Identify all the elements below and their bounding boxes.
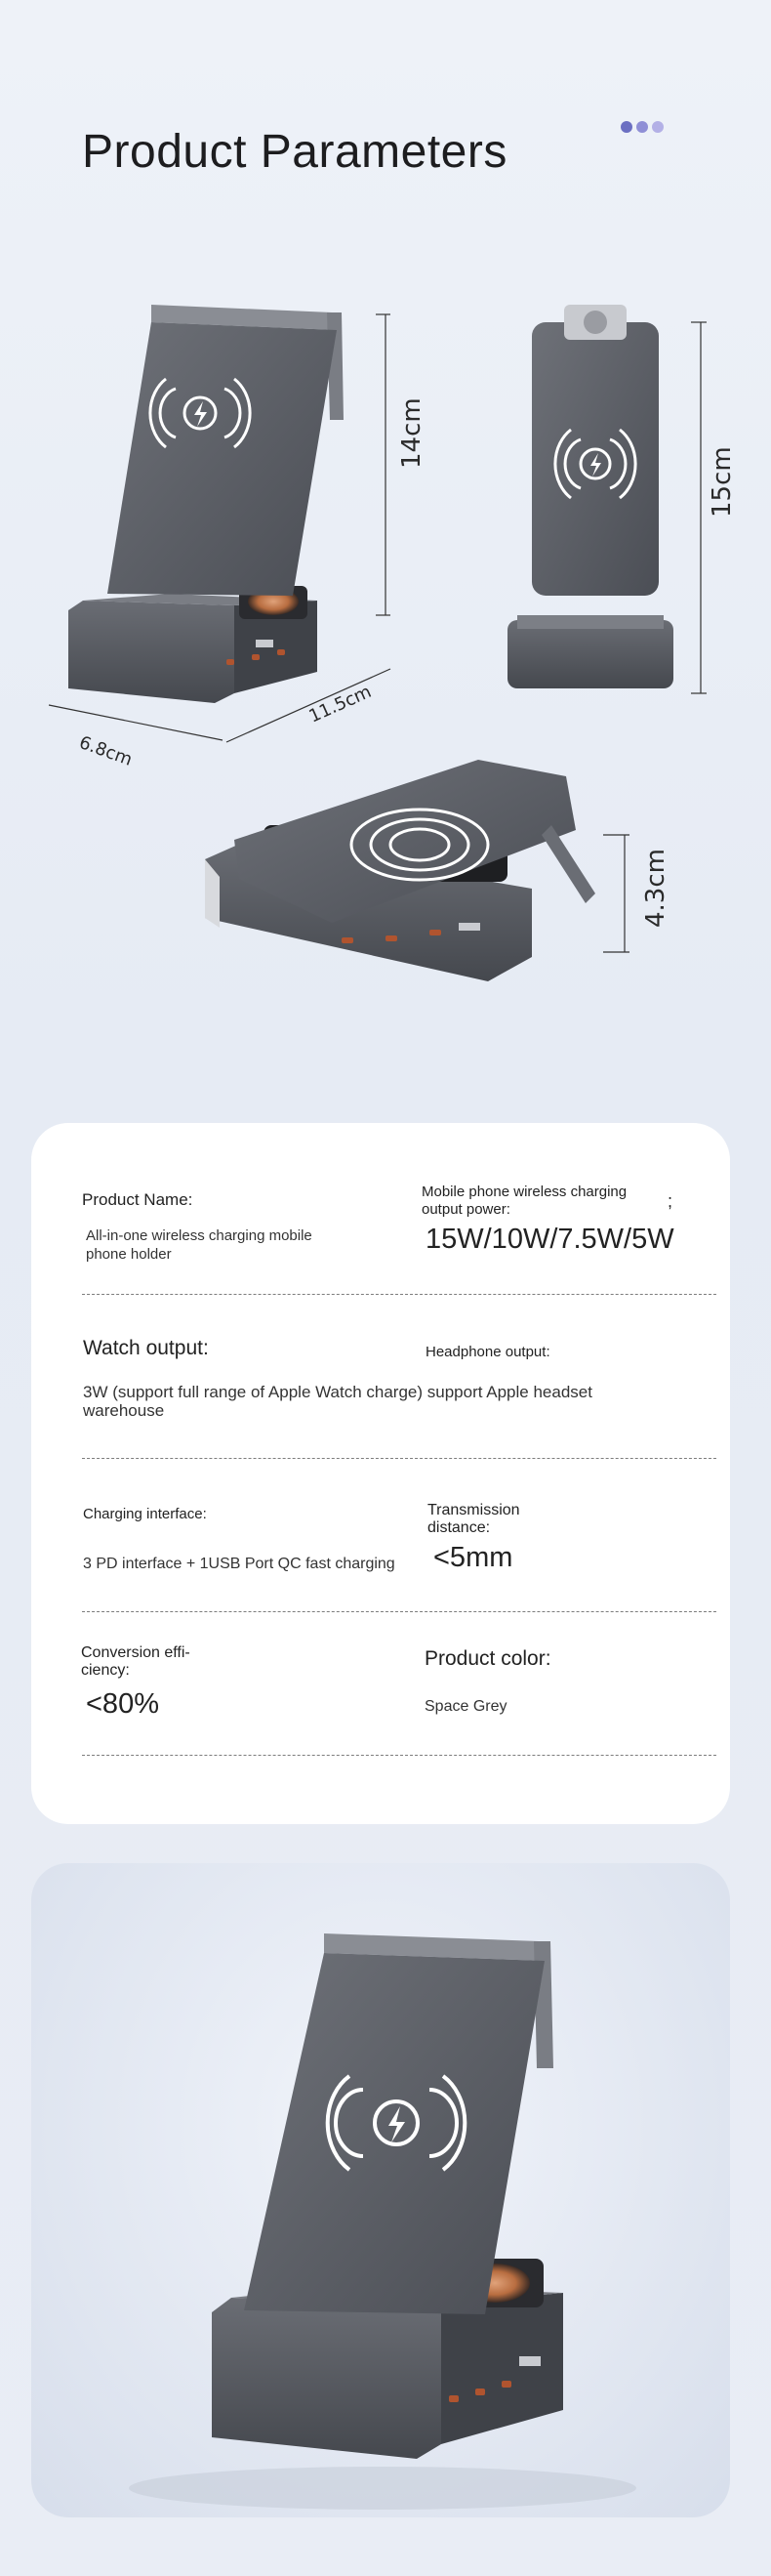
product-name-label: Product Name: (82, 1190, 193, 1209)
dim-folded-height: 4.3cm (641, 849, 670, 928)
separator (82, 1611, 716, 1612)
stand-back-view (507, 305, 737, 693)
dot-icon (652, 121, 664, 133)
color-value: Space Grey (425, 1698, 507, 1715)
product-dimension-illustration (0, 283, 771, 1123)
conversion-label: Conversion effi-ciency: (81, 1644, 190, 1679)
separator (82, 1458, 716, 1459)
charging-interface-label: Charging interface: (83, 1506, 207, 1522)
color-label: Product color: (425, 1647, 551, 1670)
wireless-output-semicolon: ; (668, 1191, 673, 1211)
product-photo (31, 1863, 730, 2517)
dim-height-front: 14cm (397, 397, 426, 469)
transmission-value: <5mm (433, 1542, 513, 1573)
separator (82, 1294, 716, 1295)
conversion-value: <80% (86, 1688, 159, 1720)
dot-icon (636, 121, 648, 133)
parameters-card (31, 1123, 730, 1824)
headphone-output-label: Headphone output: (426, 1344, 550, 1360)
stand-angled-view (49, 305, 426, 770)
wireless-output-label: Mobile phone wireless charging output power: (422, 1184, 628, 1218)
page-title: Product Parameters (82, 126, 507, 178)
separator (82, 1755, 716, 1756)
wireless-output-value: 15W/10W/7.5W/5W (426, 1224, 674, 1255)
transmission-label: Transmission distance: (427, 1502, 520, 1536)
dim-height-back: 15cm (708, 446, 737, 518)
dim-width: 11.5cm (305, 681, 375, 727)
product-name-value: All-in-one wireless charging mobile phone holder (86, 1227, 312, 1263)
watch-headphone-value: 3W (support full range of Apple Watch charge) support Apple headset warehouse (83, 1383, 592, 1420)
decorative-dots (621, 121, 664, 133)
stand-folded-view (205, 760, 670, 981)
dim-depth: 6.8cm (76, 731, 136, 770)
dot-icon (621, 121, 632, 133)
watch-output-label: Watch output: (83, 1337, 209, 1359)
charging-interface-value: 3 PD interface + 1USB Port QC fast charging (83, 1556, 395, 1572)
product-render (31, 1863, 730, 2517)
